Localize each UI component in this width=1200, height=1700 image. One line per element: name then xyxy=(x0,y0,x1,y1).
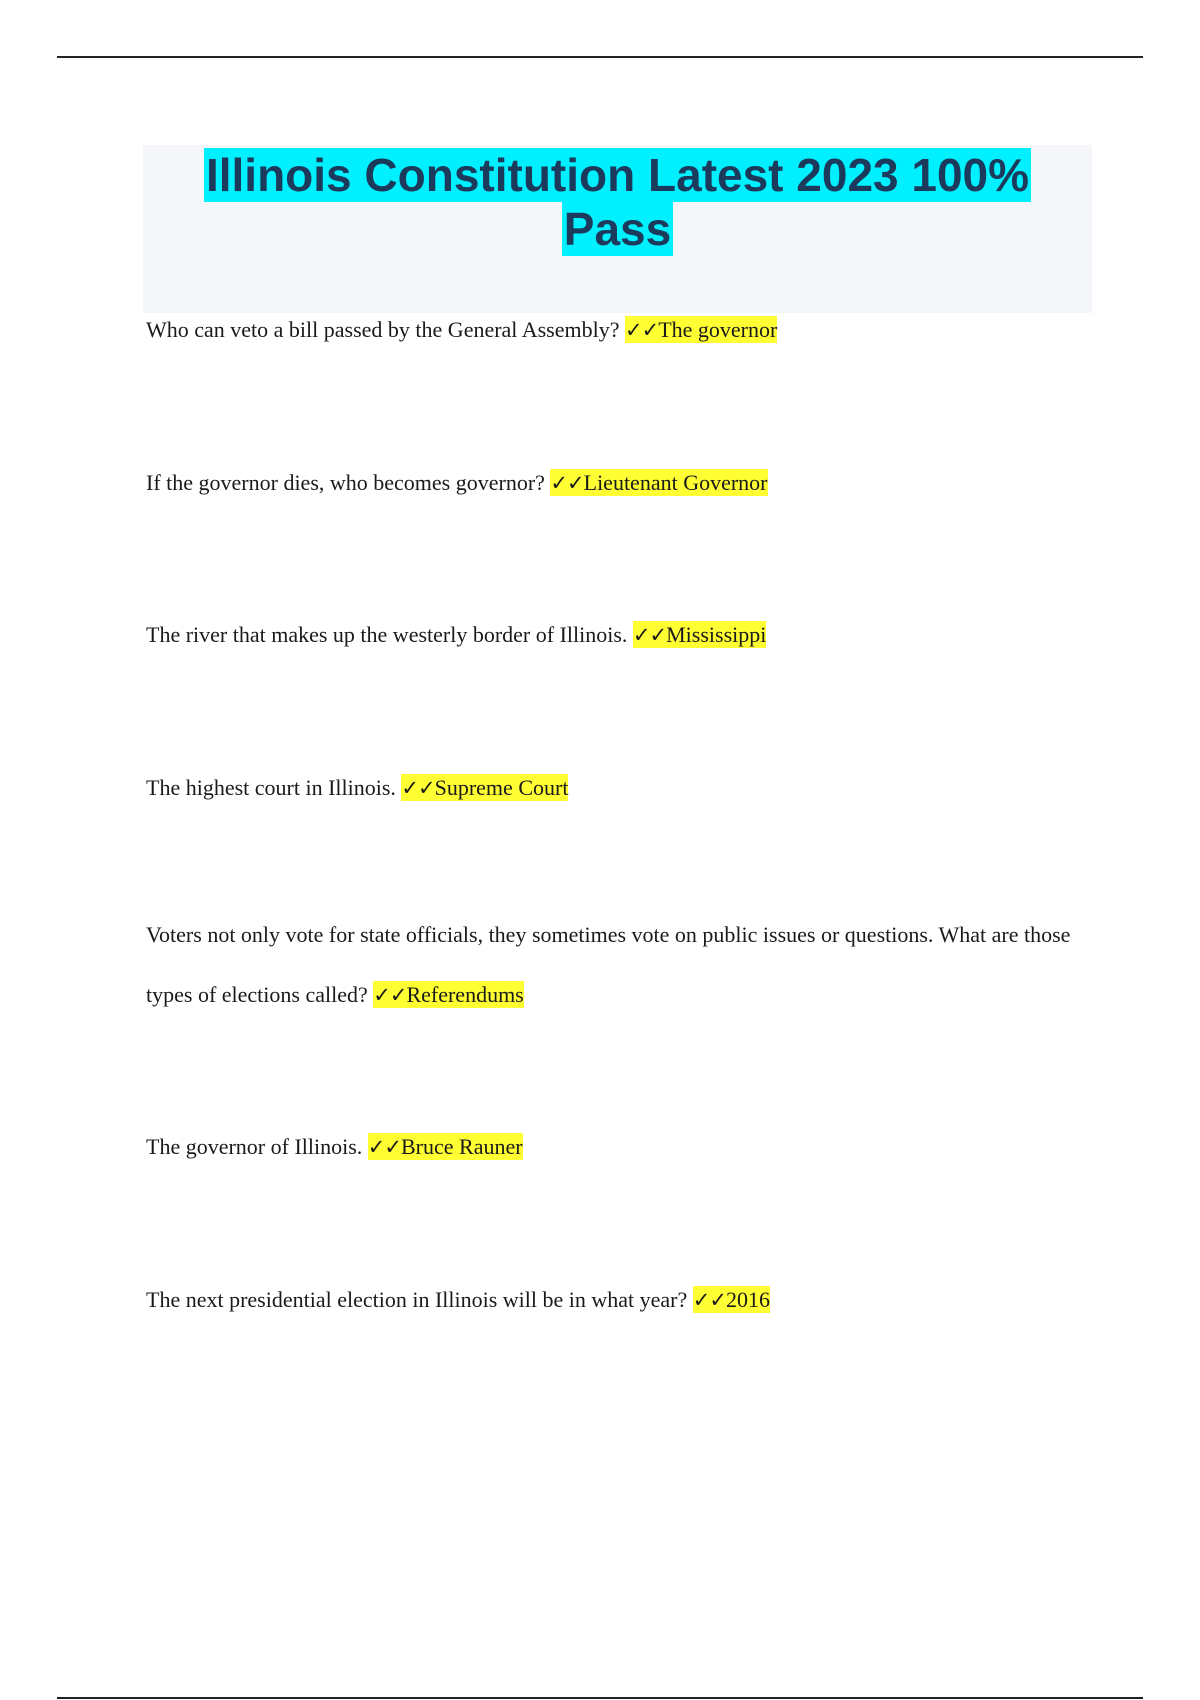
double-check-icon: ✓✓ xyxy=(632,623,667,647)
qa-item xyxy=(146,758,1086,818)
qa-item xyxy=(146,905,1086,1025)
qa-item xyxy=(146,1270,1086,1330)
bottom-rule xyxy=(57,1697,1143,1699)
double-check-icon: ✓✓ xyxy=(692,1288,726,1312)
title-line-1: Illinois Constitution Latest 2023 100% xyxy=(205,149,1030,201)
answer-text: Bruce Rauner xyxy=(401,1134,523,1159)
page-title xyxy=(143,145,1092,256)
question-text: The river that makes up the westerly border of Illinois. xyxy=(146,622,628,647)
qa-item xyxy=(146,453,1086,513)
answer-text: Referendums xyxy=(406,982,524,1007)
answer-highlight xyxy=(625,316,777,343)
question-text: If the governor dies, who becomes governor? xyxy=(146,470,545,495)
top-rule xyxy=(57,56,1143,58)
double-check-icon: ✓✓ xyxy=(550,471,584,495)
question-text: The highest court in Illinois. xyxy=(146,775,396,800)
qa-item xyxy=(146,1117,1086,1177)
answer-highlight xyxy=(373,981,524,1008)
answer-text: Supreme Court xyxy=(434,775,569,800)
answer-text: 2016 xyxy=(725,1287,770,1312)
double-check-icon: ✓✓ xyxy=(624,318,659,342)
qa-item xyxy=(146,605,1086,665)
question-text: The governor of Illinois. xyxy=(146,1134,363,1159)
qa-item xyxy=(146,300,1086,360)
answer-highlight xyxy=(693,1286,770,1313)
double-check-icon: ✓✓ xyxy=(373,983,407,1007)
answer-highlight xyxy=(633,621,766,648)
answer-highlight xyxy=(368,1133,523,1160)
double-check-icon: ✓✓ xyxy=(367,1135,401,1159)
answer-text: Lieutenant Governor xyxy=(583,470,768,495)
title-line-2: Pass xyxy=(563,203,672,255)
answer-text: Mississippi xyxy=(666,622,767,647)
question-text: The next presidential election in Illinois will be in what year? xyxy=(146,1287,688,1312)
double-check-icon: ✓✓ xyxy=(401,776,435,800)
answer-text: The governor xyxy=(658,317,778,342)
answer-highlight xyxy=(401,774,568,801)
question-text: Who can veto a bill passed by the General Assembly? xyxy=(146,317,620,342)
answer-highlight xyxy=(550,469,767,496)
question-text: Voters not only vote for state officials, they sometimes vote on public issues or questions. What are those types of elections called? xyxy=(146,922,1071,1007)
title-banner xyxy=(143,145,1092,313)
